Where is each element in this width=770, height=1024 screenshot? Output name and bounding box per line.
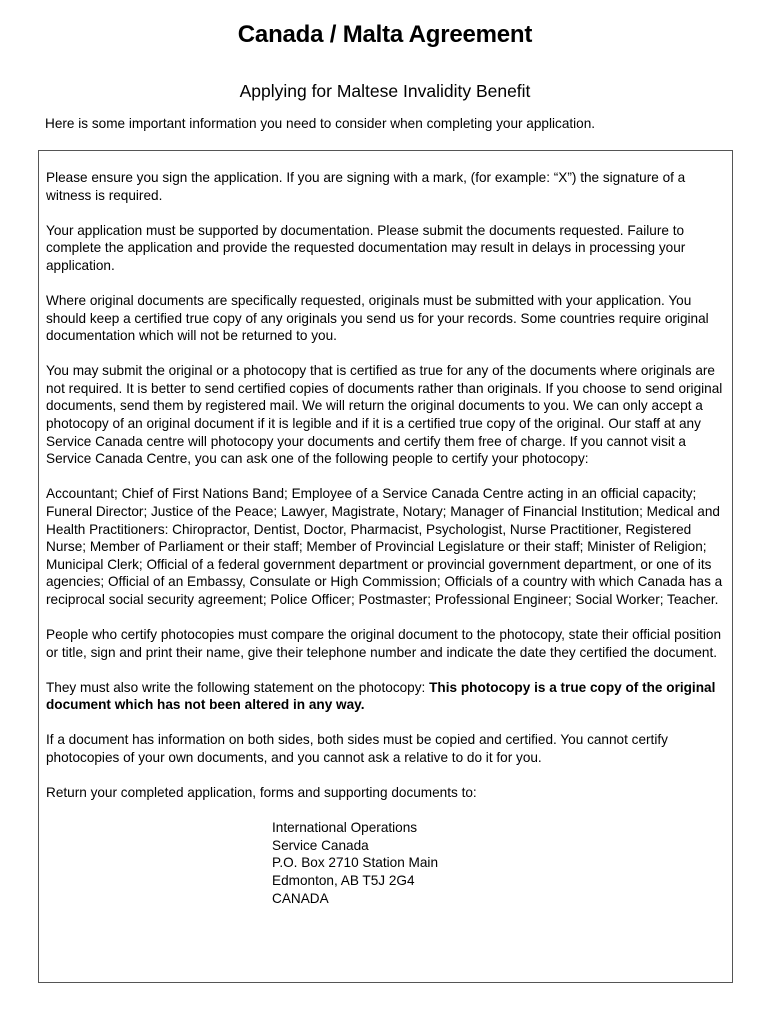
intro-text: Here is some important information you need to consider when completing your application. bbox=[45, 116, 596, 131]
important-information-box bbox=[38, 150, 733, 983]
address-line-4: Edmonton, AB T5J 2G4 bbox=[272, 872, 415, 888]
original-documents-paragraph: Where original documents are specifically requested, originals must be submitted with your application. You should keep a certified true copy of any originals you send us for your records. Some countries require original documentation which will not be returned to you. bbox=[46, 292, 709, 344]
documentation-paragraph: Your application must be supported by documentation. Please submit the documents requested. Failure to complete the application and provide the requested documentation may result in delays in processing your application. bbox=[46, 222, 686, 273]
signature-paragraph: Please ensure you sign the application. If you are signing with a mark, (for example: “X”) the signature of a witness is required. bbox=[46, 170, 686, 203]
address-line-5: CANADA bbox=[272, 890, 329, 906]
photocopy-paragraph: You may submit the original or a photocopy that is certified as true for any of the documents where originals are not required. It is better to send certified copies of documents rather than originals. If you choose to send original documents, send them by registered mail. We will return the original documents to you. We can only accept a photocopy of an original document if it is legible and if it is a certified true copy of the original. Our staff at any Service Canada centre will photocopy your documents and certify them free of charge. If you cannot visit a Service Canada Centre, you can ask one of the following people to certify your photocopy: bbox=[46, 363, 723, 467]
certification-requirements-paragraph: People who certify photocopies must compare the original document to the photocopy, state their official position or title, sign and print their name, give their telephone number and indicate the date they certified the document. bbox=[46, 626, 722, 660]
address-line-3: P.O. Box 2710 Station Main bbox=[272, 855, 438, 871]
statement-lead: They must also write the following statement on the photocopy: bbox=[46, 679, 430, 695]
address-line-2: Service Canada bbox=[272, 837, 369, 853]
two-sided-documents-paragraph: If a document has information on both sides, both sides must be copied and certified. You cannot certify photocopies of your own documents, and you cannot ask a relative to do it for you. bbox=[46, 732, 668, 765]
address-line-1: International Operations bbox=[272, 820, 418, 836]
mailing-address bbox=[272, 819, 730, 907]
return-instructions-paragraph: Return your completed application, forms and supporting documents to: bbox=[46, 785, 477, 801]
certification-statement-paragraph bbox=[46, 679, 730, 714]
information-content bbox=[46, 169, 730, 907]
page-subtitle: Applying for Maltese Invalidity Benefit bbox=[239, 81, 531, 101]
certification-statement: This photocopy is a true copy of the original document which has not been altered in any way. bbox=[46, 679, 716, 713]
page-title: Canada / Malta Agreement bbox=[237, 21, 533, 48]
certifiers-list-paragraph: Accountant; Chief of First Nations Band; Employee of a Service Canada Centre acting in an official capacity; Funeral Director; Justice of the Peace; Lawyer, Magistrate, Notary; Manager of Financial Institution; Medical and Health Practitioners: Chiropractor, Dentist, Doctor, Pharmacist, Psychologist, Nurse Practitioner, Registered Nurse; Member of Parliament or their staff; Member of Provincial Legislature or their staff; Minister of Religion; Municipal Clerk; Official of a federal government department or provincial government department, or one of its agencies; Official of an Embassy, Consulate or High Commission; Officials of a country with which Canada has a reciprocal social security agreement; Police Officer; Postmaster; Professional Engineer; Social Worker; Teacher. bbox=[46, 486, 723, 607]
